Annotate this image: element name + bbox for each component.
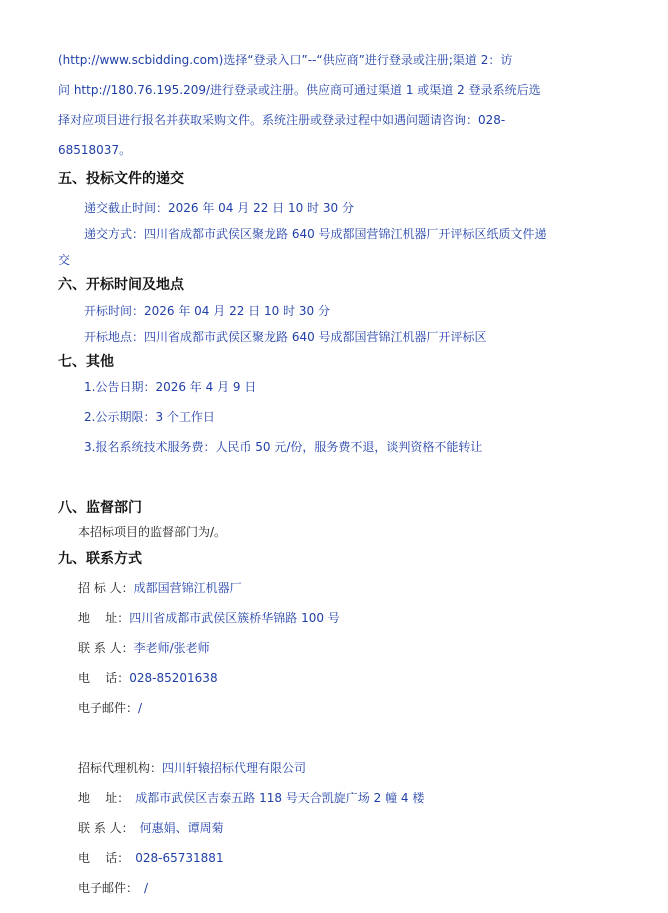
agent-addr-label: 地 址： — [78, 791, 130, 805]
buyer-phone-row — [78, 670, 218, 686]
buyer-email-row — [78, 700, 142, 716]
agent-name: 四川轩辕招标代理有限公司 — [162, 761, 307, 775]
buyer-name-row — [78, 580, 242, 596]
buyer-phone-label: 电 话： — [78, 671, 130, 685]
buyer-addr-label: 地 址： — [78, 611, 130, 625]
submission-method: 递交方式：四川省成都市武侯区聚龙路 640 号成都国营锦江机器厂开评标区纸质文件递 — [84, 227, 547, 241]
buyer-phone: 028-85201638 — [129, 671, 218, 685]
buyer-addr: 四川省成都市武侯区簇桥华锦路 100 号 — [129, 611, 340, 625]
submission-deadline: 递交截止时间：2026 年 04 月 22 日 10 时 30 分 — [84, 201, 354, 215]
agent-contact-row — [78, 820, 224, 836]
intro-line-2: 问 http://180.76.195.209/进行登录或注册。供应商可通过渠道 1 或渠道 2 登录系统后选 — [58, 83, 541, 97]
intro-line-4: 68518037。 — [58, 143, 132, 157]
buyer-name: 成都国营锦江机器厂 — [133, 581, 242, 595]
opening-place: 开标地点：四川省成都市武侯区聚龙路 640 号成都国营锦江机器厂开评标区 — [84, 330, 487, 344]
agent-email-row — [78, 880, 148, 896]
agent-name-label: 招标代理机构： — [78, 761, 163, 775]
agent-name-row — [78, 760, 306, 776]
buyer-addr-row — [78, 610, 340, 626]
agent-contact-label: 联 系 人： — [78, 821, 134, 835]
other-item-3: 3.报名系统技术服务费：人民币 50 元/份，服务费不退，谈判资格不能转让 — [84, 440, 483, 454]
buyer-contact-label: 联 系 人： — [78, 641, 134, 655]
agent-contact: 何惠娟、谭周菊 — [139, 821, 224, 835]
agent-email: / — [144, 881, 149, 895]
section-5-heading: 五、投标文件的递交 — [58, 171, 184, 187]
intro-line-1: (http://www.scbidding.com)选择“登录入口”--“供应商”进行登录或注册;渠道 2：访 — [58, 53, 513, 67]
agent-phone: 028-65731881 — [135, 851, 224, 865]
agent-addr: 成都市武侯区吉泰五路 118 号天合凯旋广场 2 幢 4 楼 — [135, 791, 425, 805]
section-7-heading: 七、其他 — [58, 354, 114, 370]
buyer-contact-row — [78, 640, 210, 656]
agent-phone-label: 电 话： — [78, 851, 130, 865]
other-item-2: 2.公示期限：3 个工作日 — [84, 410, 215, 424]
section-8-heading: 八、监督部门 — [58, 500, 142, 516]
agent-addr-row — [78, 790, 424, 806]
buyer-email: / — [138, 701, 143, 715]
other-item-1: 1.公告日期：2026 年 4 月 9 日 — [84, 380, 257, 394]
supervision-text: 本招标项目的监督部门为/。 — [78, 525, 227, 539]
buyer-email-label: 电子邮件： — [78, 701, 139, 715]
buyer-contact: 李老师/张老师 — [133, 641, 210, 655]
agent-phone-row — [78, 850, 224, 866]
agent-email-label: 电子邮件： — [78, 881, 139, 895]
section-9-heading: 九、联系方式 — [58, 551, 142, 567]
opening-time: 开标时间：2026 年 04 月 22 日 10 时 30 分 — [84, 304, 330, 318]
intro-line-3: 择对应项目进行报名并获取采购文件。系统注册或登录过程中如遇问题请咨询：028- — [58, 113, 506, 127]
buyer-name-label: 招 标 人： — [78, 581, 134, 595]
section-6-heading: 六、开标时间及地点 — [58, 277, 184, 293]
submission-method-cont: 交 — [58, 253, 71, 267]
